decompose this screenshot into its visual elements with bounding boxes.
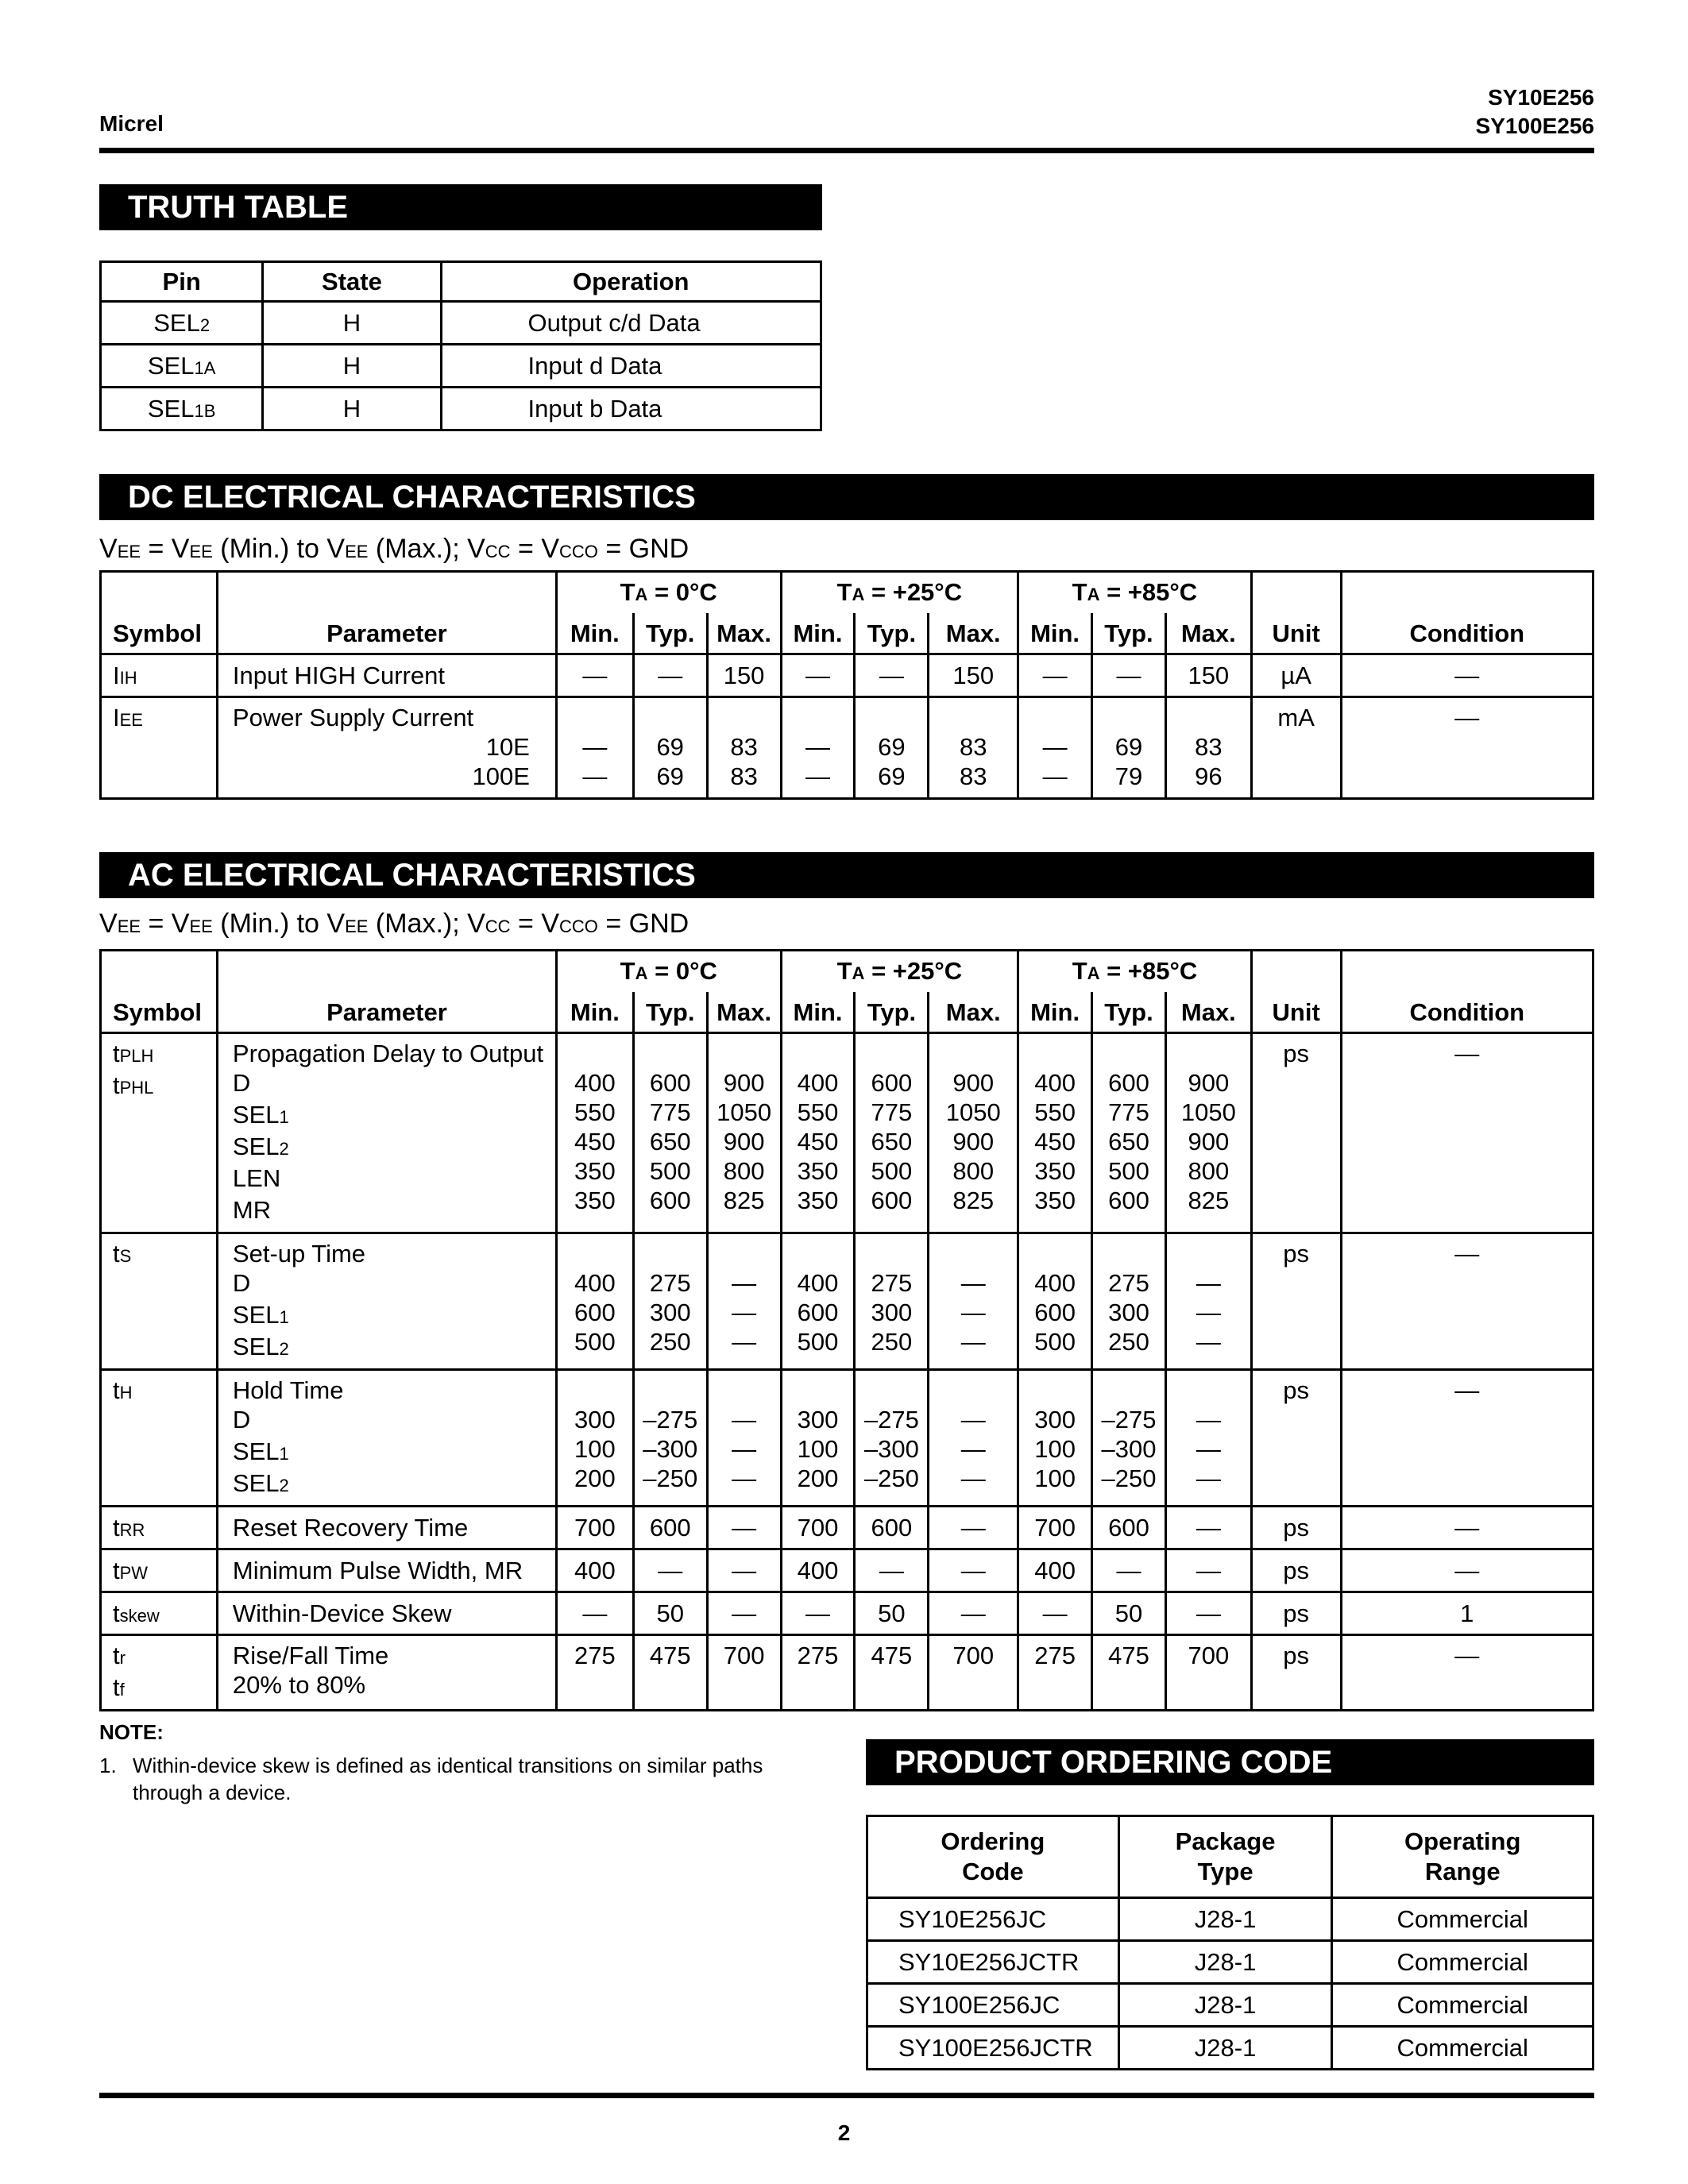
ac-condition-line: VEE = VEE (Min.) to VEE (Max.); VCC = VCCO = GND	[99, 909, 689, 939]
note-item: 1. Within-device skew is defined as identical transitions on similar paths through a device.	[99, 1754, 763, 1804]
table-row: SY10E256JC J28-1 Commercial	[867, 1898, 1593, 1941]
table-row: IIH Input HIGH Current — — 150 — — 150 — — 150 µA —	[101, 654, 1593, 697]
table-row: SEL1B H Input b Data	[101, 388, 821, 430]
table-row: IEE Power Supply Current 10E 100E — — 69 69 83 83 — — 69 69 83 83 — — 69 79 83 96 mA —	[101, 697, 1593, 799]
ordering-title: PRODUCT ORDERING CODE	[866, 1739, 1594, 1785]
part-number-1: SY10E256	[1488, 85, 1594, 110]
company-name: Micrel	[99, 111, 164, 136]
dc-table: Symbol Parameter TA = 0°C TA = +25°C TA = +85°C Unit Condition Min. Typ. Max. Min. Typ. Max. Min. Typ. Max. IIH Input HIGH Current — — 150 — — 150 — — 150 µA — IEE Power Supply Current 10E 100E — — 69 69 83 83 — — 69 69 83 83 — — 69 79 83 96 mA —	[99, 570, 1594, 800]
truth-table	[99, 260, 822, 431]
header-rule	[99, 148, 1594, 153]
footer-rule	[99, 2093, 1594, 2098]
col-header-state: State	[263, 262, 441, 302]
ac-table: Symbol Parameter TA = 0°C TA = +25°C TA = +85°C Unit Condition Min. Typ. Max. Min. Typ. Max. Min. Typ. Max. tPLH tPHL Propagation Delay to Output D SEL1 SEL2 LEN MR 400 550 450 350 350 600 775 650 500 600 900 1050 900 800 825 400 550 450 350 350 600 775 650 500 600 900 1050 900 800 825 400 550 450 350 350 600 775 650 500 600 900 1050 900 800 825 ps — tS Set-up Time D SEL1 SEL2 400 600 500 275 300 250 — — — 400 600 500 275 300 250 — — — 400 600 500 275 300 250 — — — ps — tH Hold Time D SEL1 SEL2 300 100 200 –275 –300 –250 — — — 300 100 200 –275 –300 –250 — — — 300 100 100 –275 –300 –250 — — — ps — tRR Reset Recovery Time 700 600 — 700 600 — 700 600 — ps — tPW Minimum Pulse Width, MR 400 — — 400 — — 400 — — ps — tskew Within-Device Skew — 50 — — 50 — — 50 — ps 1 tr tf Rise/Fall Time 20% to 80% 275 475 700 275 475 700 275 475 700 ps —	[99, 949, 1594, 1711]
table-row: tH Hold Time D SEL1 SEL2 300 100 200 –275 –300 –250 — — — 300 100 200 –275 –300 –250 — — — 300 100 100 –275 –300 –250 — — — ps —	[101, 1370, 1593, 1507]
dc-title: DC ELECTRICAL CHARACTERISTICS	[99, 474, 1594, 520]
table-row: SEL1A H Input d Data	[101, 345, 821, 388]
part-number-2: SY100E256	[1475, 114, 1594, 138]
note-heading: NOTE:	[99, 1720, 164, 1744]
col-header-pin: Pin	[101, 262, 263, 302]
table-row: tRR Reset Recovery Time 700 600 — 700 600 — 700 600 — ps —	[101, 1507, 1593, 1549]
ac-title: AC ELECTRICAL CHARACTERISTICS	[99, 852, 1594, 898]
table-row: tPLH tPHL Propagation Delay to Output D SEL1 SEL2 LEN MR 400 550 450 350 350 600 775 650 500 600 900 1050 900 800 825 400 550 450 350 350 600 775 650 500 600 900 1050 900 800 825 400 550 450 350 350 600 775 650 500 600 900 1050 900 800 825 ps —	[101, 1033, 1593, 1233]
table-row: SY100E256JC J28-1 Commercial	[867, 1984, 1593, 2027]
col-header-operation: Operation	[441, 262, 821, 302]
table-row: SY10E256JCTR J28-1 Commercial	[867, 1941, 1593, 1984]
table-row: tskew Within-Device Skew — 50 — — 50 — — 50 — ps 1	[101, 1592, 1593, 1635]
truth-table-title: TRUTH TABLE	[99, 184, 822, 230]
table-row: SEL2 H Output c/d Data	[101, 302, 821, 345]
table-row: tr tf Rise/Fall Time 20% to 80% 275 475 700 275 475 700 275 475 700 ps —	[101, 1635, 1593, 1711]
table-row: SY100E256JCTR J28-1 Commercial	[867, 2027, 1593, 2070]
table-row: tPW Minimum Pulse Width, MR 400 — — 400 — — 400 — — ps —	[101, 1549, 1593, 1592]
part-numbers	[1476, 83, 1594, 141]
table-row: tS Set-up Time D SEL1 SEL2 400 600 500 275 300 250 — — — 400 600 500 275 300 250 — — — 400 600 500 275 300 250 — — — ps —	[101, 1233, 1593, 1370]
page-number: 2	[837, 2120, 851, 2145]
dc-condition-line: VEE = VEE (Min.) to VEE (Max.); VCC = VCCO = GND	[99, 534, 689, 564]
ordering-table: Ordering Code Package Type Operating Range SY10E256JC J28-1 Commercial SY10E256JCTR J28-1 Commercial SY100E256JC J28-1 Commercial SY100E256JCTR J28-1 Commercial	[866, 1815, 1594, 2070]
